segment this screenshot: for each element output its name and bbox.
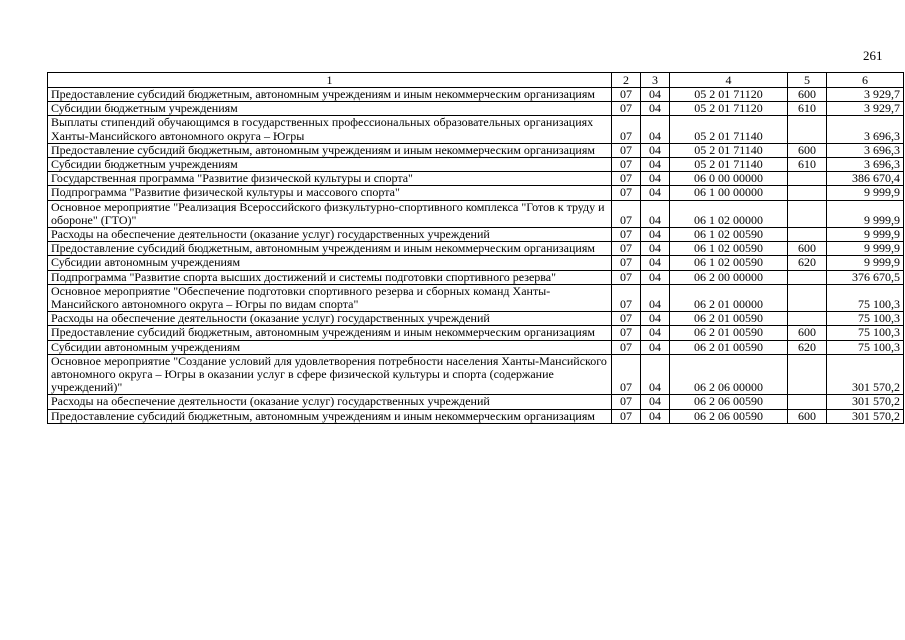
row-expense-type: [788, 172, 827, 186]
row-target-article: 06 2 00 00000: [670, 270, 788, 284]
row-section-code: 07: [612, 143, 641, 157]
row-target-article: 06 2 06 00000: [670, 354, 788, 395]
row-expense-type: [788, 354, 827, 395]
header-row: [48, 73, 904, 88]
row-name: Расходы на обеспечение деятельности (оказание услуг) государственных учреждений: [48, 228, 612, 242]
row-name: Выплаты стипендий обучающимся в государственных профессиональных образовательных организациях Ханты-Мансийского автономного округа – Югры: [48, 116, 612, 143]
table-row: [48, 200, 904, 227]
page-number: 261: [863, 48, 883, 63]
row-section-code: 07: [612, 102, 641, 116]
table-row: [48, 172, 904, 186]
row-expense-type: 620: [788, 256, 827, 270]
table-row: [48, 186, 904, 200]
row-target-article: 05 2 01 71120: [670, 88, 788, 102]
row-amount: 3 929,7: [827, 102, 904, 116]
row-subsection-code: 04: [641, 340, 670, 354]
row-expense-type: [788, 270, 827, 284]
row-name: Субсидии бюджетным учреждениям: [48, 158, 612, 172]
row-section-code: 07: [612, 409, 641, 423]
row-subsection-code: 04: [641, 312, 670, 326]
row-name: Предоставление субсидий бюджетным, автономным учреждениям и иным некоммерческим организациям: [48, 409, 612, 423]
row-subsection-code: 04: [641, 143, 670, 157]
table-row: [48, 284, 904, 311]
table-row: [48, 242, 904, 256]
row-name: Государственная программа "Развитие физической культуры и спорта": [48, 172, 612, 186]
row-subsection-code: 04: [641, 409, 670, 423]
row-section-code: 07: [612, 270, 641, 284]
row-target-article: 06 2 01 00590: [670, 326, 788, 340]
row-amount: 75 100,3: [827, 326, 904, 340]
row-expense-type: [788, 228, 827, 242]
row-section-code: 07: [612, 172, 641, 186]
row-name: Подпрограмма "Развитие спорта высших достижений и системы подготовки спортивного резерва": [48, 270, 612, 284]
row-subsection-code: 04: [641, 256, 670, 270]
row-section-code: 07: [612, 354, 641, 395]
row-subsection-code: 04: [641, 116, 670, 143]
table-row: [48, 256, 904, 270]
row-subsection-code: 04: [641, 88, 670, 102]
row-target-article: 06 0 00 00000: [670, 172, 788, 186]
row-section-code: 07: [612, 116, 641, 143]
row-target-article: 06 1 02 00000: [670, 200, 788, 227]
row-target-article: 05 2 01 71140: [670, 158, 788, 172]
row-subsection-code: 04: [641, 326, 670, 340]
row-amount: 3 696,3: [827, 116, 904, 143]
row-section-code: 07: [612, 340, 641, 354]
row-name: Субсидии автономным учреждениям: [48, 340, 612, 354]
row-subsection-code: 04: [641, 270, 670, 284]
row-amount: 301 570,2: [827, 395, 904, 409]
row-amount: 301 570,2: [827, 354, 904, 395]
row-expense-type: [788, 116, 827, 143]
table-row: [48, 340, 904, 354]
row-target-article: 06 2 06 00590: [670, 409, 788, 423]
row-section-code: 07: [612, 326, 641, 340]
row-expense-type: [788, 395, 827, 409]
row-name: Предоставление субсидий бюджетным, автономным учреждениям и иным некоммерческим организациям: [48, 88, 612, 102]
row-amount: 376 670,5: [827, 270, 904, 284]
row-amount: 75 100,3: [827, 340, 904, 354]
row-section-code: 07: [612, 312, 641, 326]
row-name: Предоставление субсидий бюджетным, автономным учреждениям и иным некоммерческим организациям: [48, 326, 612, 340]
row-amount: 3 696,3: [827, 158, 904, 172]
row-target-article: 06 1 00 00000: [670, 186, 788, 200]
row-target-article: 05 2 01 71140: [670, 116, 788, 143]
table-row: [48, 116, 904, 143]
table-row: [48, 409, 904, 423]
table-row: [48, 143, 904, 157]
row-name: Основное мероприятие "Реализация Всероссийского физкультурно-спортивного комплекса "Готов к труду и обороне" (ГТО)": [48, 200, 612, 227]
row-amount: 75 100,3: [827, 312, 904, 326]
row-amount: 9 999,9: [827, 256, 904, 270]
header-cell-6: 6: [827, 73, 904, 88]
row-section-code: 07: [612, 228, 641, 242]
row-amount: 9 999,9: [827, 200, 904, 227]
table-row: [48, 88, 904, 102]
row-subsection-code: 04: [641, 102, 670, 116]
table-row: [48, 312, 904, 326]
row-section-code: 07: [612, 88, 641, 102]
row-name: Расходы на обеспечение деятельности (оказание услуг) государственных учреждений: [48, 312, 612, 326]
table-body: [48, 88, 904, 424]
header-cell-4: 4: [670, 73, 788, 88]
row-section-code: 07: [612, 242, 641, 256]
row-expense-type: 600: [788, 88, 827, 102]
row-subsection-code: 04: [641, 228, 670, 242]
row-subsection-code: 04: [641, 158, 670, 172]
row-target-article: 06 1 02 00590: [670, 228, 788, 242]
row-expense-type: 610: [788, 158, 827, 172]
row-target-article: 06 2 01 00000: [670, 284, 788, 311]
row-expense-type: 600: [788, 242, 827, 256]
row-expense-type: [788, 284, 827, 311]
row-name: Субсидии бюджетным учреждениям: [48, 102, 612, 116]
row-expense-type: 620: [788, 340, 827, 354]
row-section-code: 07: [612, 395, 641, 409]
row-expense-type: 600: [788, 143, 827, 157]
row-amount: 3 929,7: [827, 88, 904, 102]
row-section-code: 07: [612, 256, 641, 270]
header-cell-1: 1: [48, 73, 612, 88]
row-subsection-code: 04: [641, 284, 670, 311]
row-subsection-code: 04: [641, 395, 670, 409]
header-cell-3: 3: [641, 73, 670, 88]
row-target-article: 05 2 01 71140: [670, 143, 788, 157]
row-name: Основное мероприятие "Обеспечение подготовки спортивного резерва и сборных команд Ханты-Мансийского автономного округа – Югры по видам спорта": [48, 284, 612, 311]
row-expense-type: [788, 200, 827, 227]
row-section-code: 07: [612, 284, 641, 311]
row-expense-type: 610: [788, 102, 827, 116]
row-amount: 386 670,4: [827, 172, 904, 186]
row-subsection-code: 04: [641, 172, 670, 186]
row-name: Предоставление субсидий бюджетным, автономным учреждениям и иным некоммерческим организациям: [48, 143, 612, 157]
row-amount: 301 570,2: [827, 409, 904, 423]
row-target-article: 06 2 01 00590: [670, 312, 788, 326]
row-name: Расходы на обеспечение деятельности (оказание услуг) государственных учреждений: [48, 395, 612, 409]
row-section-code: 07: [612, 200, 641, 227]
table-row: [48, 102, 904, 116]
header-cell-5: 5: [788, 73, 827, 88]
row-expense-type: 600: [788, 326, 827, 340]
row-expense-type: 600: [788, 409, 827, 423]
table-row: [48, 158, 904, 172]
row-name: Предоставление субсидий бюджетным, автономным учреждениям и иным некоммерческим организациям: [48, 242, 612, 256]
table-row: [48, 395, 904, 409]
row-target-article: 06 1 02 00590: [670, 256, 788, 270]
row-amount: 9 999,9: [827, 242, 904, 256]
header-cell-2: 2: [612, 73, 641, 88]
table-row: [48, 354, 904, 395]
row-amount: 9 999,9: [827, 228, 904, 242]
row-section-code: 07: [612, 186, 641, 200]
row-expense-type: [788, 312, 827, 326]
row-subsection-code: 04: [641, 242, 670, 256]
row-target-article: 06 2 06 00590: [670, 395, 788, 409]
row-target-article: 06 1 02 00590: [670, 242, 788, 256]
row-section-code: 07: [612, 158, 641, 172]
table-row: [48, 228, 904, 242]
row-name: Субсидии автономным учреждениям: [48, 256, 612, 270]
row-subsection-code: 04: [641, 200, 670, 227]
row-amount: 75 100,3: [827, 284, 904, 311]
row-amount: 9 999,9: [827, 186, 904, 200]
row-name: Основное мероприятие "Создание условий для удовлетворения потребности населения Ханты-Мансийского автономного округа – Югры в оказании услуг в сфере физической культуры и спорта (содержание учреждений)": [48, 354, 612, 395]
row-target-article: 06 2 01 00590: [670, 340, 788, 354]
row-amount: 3 696,3: [827, 143, 904, 157]
table-row: [48, 326, 904, 340]
row-name: Подпрограмма "Развитие физической культуры и массового спорта": [48, 186, 612, 200]
table-row: [48, 270, 904, 284]
row-target-article: 05 2 01 71120: [670, 102, 788, 116]
budget-table: [47, 72, 904, 424]
row-expense-type: [788, 186, 827, 200]
row-subsection-code: 04: [641, 354, 670, 395]
row-subsection-code: 04: [641, 186, 670, 200]
